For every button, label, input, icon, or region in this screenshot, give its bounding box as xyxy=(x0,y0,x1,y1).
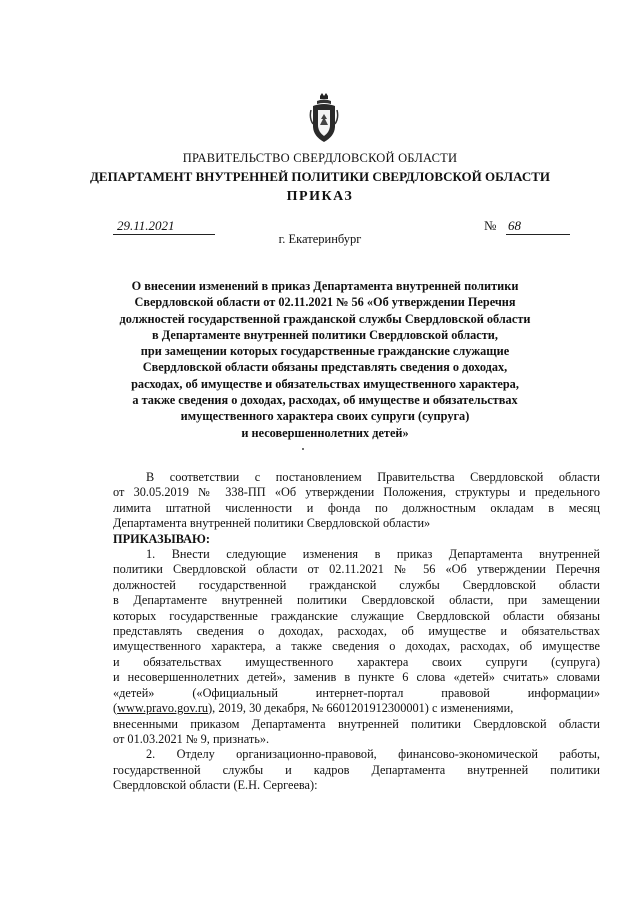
heading-line: Свердловской области обязаны представлять сведения о доходах, xyxy=(142,360,508,375)
order-number: 68 xyxy=(506,218,570,235)
government-name: ПРАВИТЕЛЬСТВО СВЕРДЛОВСКОЙ ОБЛАСТИ xyxy=(182,151,458,165)
heading-line: должностей государственной гражданской службы Свердловской области xyxy=(119,311,531,326)
item1-link-line: (www.pravo.gov.ru), 2019, 30 декабря, № 6601201912300001) с изменениями, xyxy=(113,701,514,716)
item1-line: которых государственные гражданские служащие Свердловской области обязаны xyxy=(113,608,600,623)
number-label: № xyxy=(484,218,497,233)
item1-line: от 01.03.2021 № 9, признать». xyxy=(113,731,270,746)
heading-line: в Департаменте внутренней политики Свердловской области, xyxy=(152,327,498,342)
heading-line: а также сведения о доходах, расходах, об имуществе и обязательствах xyxy=(132,393,518,408)
item2-line: 2. Отделу организационно-правовой, финансово-экономической работы, xyxy=(146,747,600,762)
item1-line: внесенными приказом Департамента внутренней политики Свердловской области xyxy=(113,716,600,731)
document-type: ПРИКАЗ xyxy=(286,189,354,204)
heading-line: Свердловской области от 02.11.2021 № 56 «Об утверждении Перечня xyxy=(134,295,516,310)
preamble-line: Департамента внутренней политики Свердловской области» xyxy=(113,516,431,531)
city: г. Екатеринбург xyxy=(278,232,362,246)
orders-word: ПРИКАЗЫВАЮ: xyxy=(113,531,210,546)
item2-line: государственной службы и кадров Департамента внутренней политики xyxy=(113,762,600,777)
item1-line: представлять сведения о доходах, расходах, об имуществе и обязательствах xyxy=(113,624,600,639)
preamble-line: В соответствии с постановлением Правительства Свердловской области xyxy=(146,470,600,484)
item2-line: Свердловской области (Е.Н. Сергеева): xyxy=(113,778,318,793)
item1-line: должностей государственной гражданской службы Свердловской области xyxy=(113,577,600,592)
heading-line: при замещении которых государственные гражданские служащие xyxy=(140,344,510,359)
item1-line: «детей» («Официальный интернет-портал правовой информации» xyxy=(113,685,600,700)
order-body xyxy=(113,470,600,794)
item1-line: и обязательствах имущественного характера своих супруги (супруга) xyxy=(113,654,600,669)
coat-of-arms-icon xyxy=(309,92,339,144)
preamble-line: лимита штатной численности и фонда по должностным окладам в месяц xyxy=(113,500,600,515)
item1-line: и несовершеннолетних детей», заменив в пункте 6 слова «детей» считать» словами xyxy=(113,670,600,685)
preamble-line: от 30.05.2019 № 338-ПП «Об утверждении Положения, структуры и предельного xyxy=(113,485,600,500)
item1-line: в Департаменте внутренней политики Свердловской области, при замещении xyxy=(113,593,600,608)
item1-line: политики Свердловской области от 02.11.2021 № 56 «Об утверждении Перечня xyxy=(113,562,600,577)
heading-line: имущественного характера своих супруги (супруга) xyxy=(180,409,470,424)
item1-link-tail: ), 2019, 30 декабря, № 6601201912300001) с изменениями, xyxy=(208,701,514,716)
heading-line: расходах, об имуществе и обязательствах имущественного характера, xyxy=(131,376,519,391)
item1-line: имущественного характера, а также сведения о доходах, расходах, об имуществе xyxy=(113,639,600,654)
pravo-link[interactable]: www.pravo.gov.ru xyxy=(117,701,209,716)
order-heading xyxy=(110,278,540,441)
department-name: ДЕПАРТАМЕНТ ВНУТРЕННЕЙ ПОЛИТИКИ СВЕРДЛОВСКОЙ ОБЛАСТИ xyxy=(89,169,551,184)
heading-line: и несовершеннолетних детей» xyxy=(241,425,409,440)
order-date: 29.11.2021 xyxy=(113,218,215,235)
item1-line: 1. Внести следующие изменения в приказ Департамента внутренней xyxy=(146,547,600,562)
stray-mark xyxy=(302,448,304,450)
heading-line: О внесении изменений в приказ Департамента внутренней политики xyxy=(131,279,519,293)
